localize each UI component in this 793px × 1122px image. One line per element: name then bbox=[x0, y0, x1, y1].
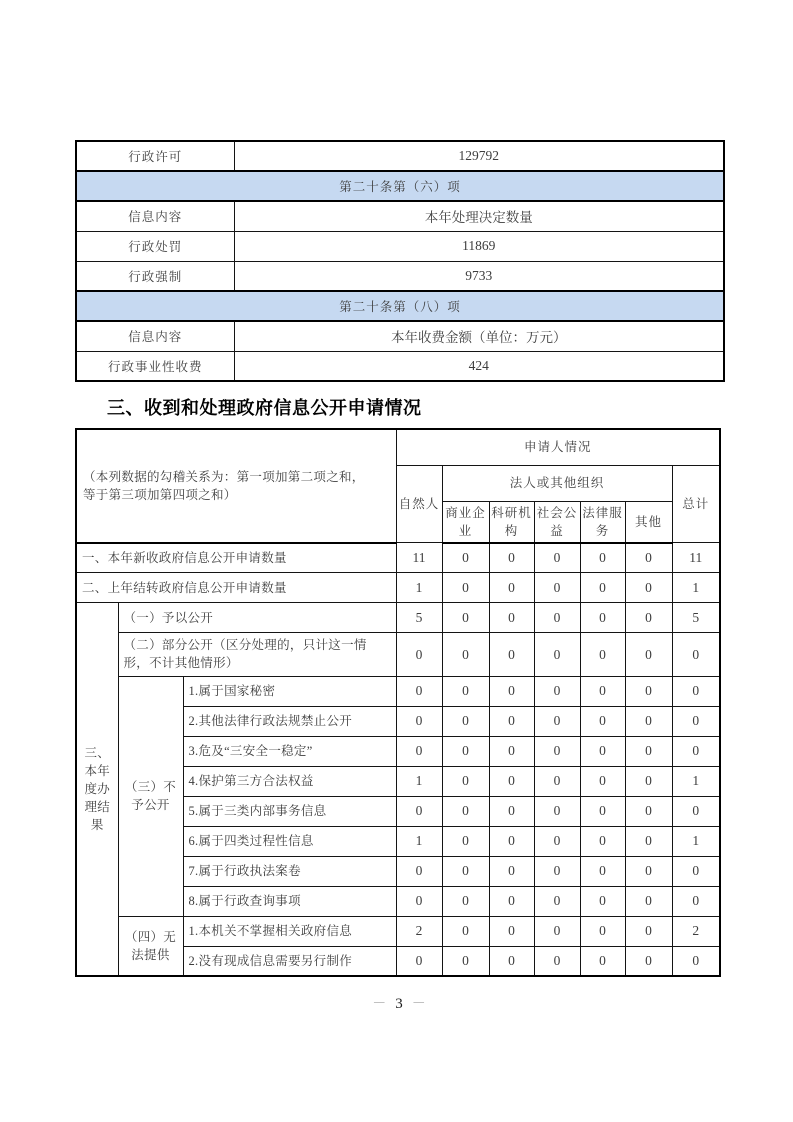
request-table-row bbox=[76, 676, 720, 706]
value-cell: 0 bbox=[625, 796, 672, 826]
request-table-row bbox=[76, 603, 720, 633]
value-cell: 0 bbox=[580, 706, 625, 736]
row-label-admin-inquiry: 8.属于行政查询事项 bbox=[183, 886, 396, 916]
row-label-needs-creation: 2.没有现成信息需要另行制作 bbox=[183, 946, 396, 976]
value-cell: 0 bbox=[672, 633, 720, 676]
summary-section-row bbox=[76, 291, 724, 321]
header-commercial-enterprise: 商业企业 bbox=[442, 501, 489, 543]
value-cell: 0 bbox=[442, 946, 489, 976]
value-cell: 0 bbox=[442, 796, 489, 826]
value-cell: 0 bbox=[489, 573, 534, 603]
summary-row-value: 本年处理决定数量 bbox=[234, 201, 724, 231]
value-cell: 0 bbox=[672, 856, 720, 886]
row-label-state-secret: 1.属于国家秘密 bbox=[183, 676, 396, 706]
value-cell: 0 bbox=[625, 676, 672, 706]
value-cell: 0 bbox=[489, 603, 534, 633]
value-cell: 0 bbox=[534, 603, 580, 633]
value-cell: 0 bbox=[534, 826, 580, 856]
value-cell: 0 bbox=[625, 916, 672, 946]
request-table-row bbox=[76, 633, 720, 676]
value-cell: 0 bbox=[580, 826, 625, 856]
value-cell: 0 bbox=[489, 736, 534, 766]
request-table bbox=[75, 428, 721, 977]
page-number: 3 bbox=[395, 996, 403, 1012]
value-cell: 1 bbox=[672, 573, 720, 603]
reconciliation-note bbox=[76, 429, 396, 543]
value-cell: 0 bbox=[396, 676, 442, 706]
group-label-denied: （三）不予公开 bbox=[118, 676, 183, 916]
page-footer bbox=[75, 993, 723, 1013]
value-cell: 0 bbox=[442, 886, 489, 916]
value-cell: 0 bbox=[534, 706, 580, 736]
header-social-welfare: 社会公益 bbox=[534, 501, 580, 543]
summary-data-row bbox=[76, 351, 724, 381]
row-label-carried-over: 二、上年结转政府信息公开申请数量 bbox=[76, 573, 396, 603]
value-cell: 0 bbox=[625, 706, 672, 736]
summary-row-value: 129792 bbox=[234, 141, 724, 171]
summary-row-value: 9733 bbox=[234, 261, 724, 291]
value-cell: 0 bbox=[396, 796, 442, 826]
value-cell: 0 bbox=[625, 543, 672, 573]
value-cell: 0 bbox=[625, 946, 672, 976]
value-cell: 0 bbox=[489, 916, 534, 946]
value-cell: 0 bbox=[580, 603, 625, 633]
value-cell: 0 bbox=[672, 736, 720, 766]
request-table-header bbox=[76, 429, 720, 543]
value-cell: 0 bbox=[489, 766, 534, 796]
summary-row-label: 信息内容 bbox=[76, 201, 234, 231]
value-cell: 1 bbox=[396, 573, 442, 603]
value-cell: 0 bbox=[396, 946, 442, 976]
value-cell: 0 bbox=[534, 946, 580, 976]
value-cell: 0 bbox=[625, 826, 672, 856]
value-cell: 11 bbox=[396, 543, 442, 573]
summary-row-label: 行政处罚 bbox=[76, 231, 234, 261]
summary-row-label: 信息内容 bbox=[76, 321, 234, 351]
value-cell: 0 bbox=[672, 676, 720, 706]
value-cell: 0 bbox=[442, 543, 489, 573]
value-cell: 0 bbox=[442, 766, 489, 796]
value-cell: 0 bbox=[625, 856, 672, 886]
value-cell: 2 bbox=[396, 916, 442, 946]
group-label-processing-results: 三、本年度办理结果 bbox=[76, 603, 118, 976]
value-cell: 5 bbox=[396, 603, 442, 633]
summary-row-value: 424 bbox=[234, 351, 724, 381]
value-cell: 0 bbox=[580, 573, 625, 603]
value-cell: 0 bbox=[442, 736, 489, 766]
value-cell: 0 bbox=[489, 826, 534, 856]
value-cell: 11 bbox=[672, 543, 720, 573]
value-cell: 0 bbox=[580, 886, 625, 916]
header-applicant-group: 申请人情况 bbox=[396, 429, 720, 465]
value-cell: 0 bbox=[534, 916, 580, 946]
value-cell: 0 bbox=[489, 706, 534, 736]
value-cell: 0 bbox=[489, 633, 534, 676]
row-label-security-stability: 3.危及“三安全一稳定” bbox=[183, 736, 396, 766]
header-other: 其他 bbox=[625, 501, 672, 543]
request-table-row bbox=[76, 543, 720, 573]
value-cell: 0 bbox=[672, 946, 720, 976]
value-cell: 0 bbox=[442, 633, 489, 676]
value-cell: 0 bbox=[442, 603, 489, 633]
group-label-unable-to-provide: （四）无法提供 bbox=[118, 916, 183, 976]
summary-row-value: 本年收费金额（单位：万元） bbox=[234, 321, 724, 351]
value-cell: 1 bbox=[672, 766, 720, 796]
value-cell: 0 bbox=[442, 826, 489, 856]
summary-section-title: 第二十条第（六）项 bbox=[76, 171, 724, 201]
value-cell: 0 bbox=[442, 916, 489, 946]
row-label-not-held: 1.本机关不掌握相关政府信息 bbox=[183, 916, 396, 946]
summary-data-row bbox=[76, 141, 724, 171]
summary-row-label: 行政事业性收费 bbox=[76, 351, 234, 381]
value-cell: 0 bbox=[625, 736, 672, 766]
request-table-row bbox=[76, 916, 720, 946]
row-label-internal-affairs: 5.属于三类内部事务信息 bbox=[183, 796, 396, 826]
summary-table bbox=[75, 140, 725, 382]
request-table-row bbox=[76, 573, 720, 603]
header-research-institution: 科研机构 bbox=[489, 501, 534, 543]
page-content bbox=[75, 140, 723, 1013]
value-cell: 0 bbox=[534, 856, 580, 886]
value-cell: 0 bbox=[534, 573, 580, 603]
value-cell: 0 bbox=[489, 796, 534, 826]
value-cell: 0 bbox=[625, 886, 672, 916]
reconciliation-note-line2: 等于第三项加第四项之和） bbox=[83, 487, 237, 502]
row-label-prohibited-by-law: 2.其他法律行政法规禁止公开 bbox=[183, 706, 396, 736]
summary-section-title: 第二十条第（八）项 bbox=[76, 291, 724, 321]
header-row-1 bbox=[76, 429, 720, 465]
value-cell: 0 bbox=[489, 946, 534, 976]
value-cell: 0 bbox=[396, 633, 442, 676]
header-total: 总计 bbox=[672, 465, 720, 543]
summary-row-label: 行政强制 bbox=[76, 261, 234, 291]
value-cell: 0 bbox=[442, 856, 489, 886]
value-cell: 0 bbox=[580, 856, 625, 886]
summary-table-body bbox=[76, 141, 724, 381]
row-label-new-received: 一、本年新收政府信息公开申请数量 bbox=[76, 543, 396, 573]
value-cell: 5 bbox=[672, 603, 720, 633]
value-cell: 0 bbox=[489, 676, 534, 706]
value-cell: 0 bbox=[442, 676, 489, 706]
row-label-enforcement-files: 7.属于行政执法案卷 bbox=[183, 856, 396, 886]
value-cell: 0 bbox=[534, 543, 580, 573]
value-cell: 0 bbox=[396, 706, 442, 736]
value-cell: 0 bbox=[580, 796, 625, 826]
value-cell: 0 bbox=[672, 706, 720, 736]
value-cell: 0 bbox=[534, 736, 580, 766]
value-cell: 1 bbox=[396, 826, 442, 856]
row-label-third-party-rights: 4.保护第三方合法权益 bbox=[183, 766, 396, 796]
section-heading: 三、收到和处理政府信息公开申请情况 bbox=[107, 398, 422, 418]
value-cell: 0 bbox=[625, 573, 672, 603]
row-label-granted: （一）予以公开 bbox=[118, 603, 396, 633]
row-label-process-info: 6.属于四类过程性信息 bbox=[183, 826, 396, 856]
summary-data-row bbox=[76, 201, 724, 231]
footer-left-dash: － bbox=[372, 997, 387, 1012]
value-cell: 0 bbox=[442, 706, 489, 736]
value-cell: 0 bbox=[580, 736, 625, 766]
value-cell: 0 bbox=[672, 796, 720, 826]
value-cell: 0 bbox=[534, 886, 580, 916]
value-cell: 0 bbox=[672, 886, 720, 916]
reconciliation-note-line1: （本列数据的勾稽关系为：第一项加第二项之和， bbox=[83, 469, 365, 484]
value-cell: 0 bbox=[580, 766, 625, 796]
value-cell: 0 bbox=[534, 796, 580, 826]
value-cell: 0 bbox=[534, 766, 580, 796]
summary-row-label: 行政许可 bbox=[76, 141, 234, 171]
value-cell: 0 bbox=[534, 633, 580, 676]
value-cell: 0 bbox=[580, 676, 625, 706]
value-cell: 0 bbox=[580, 946, 625, 976]
value-cell: 0 bbox=[625, 766, 672, 796]
value-cell: 0 bbox=[442, 573, 489, 603]
value-cell: 1 bbox=[672, 826, 720, 856]
value-cell: 0 bbox=[580, 543, 625, 573]
value-cell: 0 bbox=[580, 916, 625, 946]
value-cell: 0 bbox=[580, 633, 625, 676]
value-cell: 2 bbox=[672, 916, 720, 946]
summary-row-value: 11869 bbox=[234, 231, 724, 261]
summary-data-row bbox=[76, 261, 724, 291]
summary-data-row bbox=[76, 321, 724, 351]
footer-right-dash: － bbox=[411, 997, 426, 1012]
value-cell: 0 bbox=[396, 736, 442, 766]
value-cell: 0 bbox=[396, 856, 442, 886]
value-cell: 0 bbox=[534, 676, 580, 706]
header-legal-services: 法律服务 bbox=[580, 501, 625, 543]
value-cell: 0 bbox=[489, 886, 534, 916]
header-natural-person: 自然人 bbox=[396, 465, 442, 543]
header-legal-org-group: 法人或其他组织 bbox=[442, 465, 672, 501]
value-cell: 1 bbox=[396, 766, 442, 796]
row-label-partial: （二）部分公开（区分处理的，只计这一情形，不计其他情形） bbox=[118, 633, 396, 676]
value-cell: 0 bbox=[625, 603, 672, 633]
summary-data-row bbox=[76, 231, 724, 261]
value-cell: 0 bbox=[489, 543, 534, 573]
request-table-body bbox=[76, 543, 720, 976]
value-cell: 0 bbox=[396, 886, 442, 916]
value-cell: 0 bbox=[489, 856, 534, 886]
value-cell: 0 bbox=[625, 633, 672, 676]
summary-section-row bbox=[76, 171, 724, 201]
